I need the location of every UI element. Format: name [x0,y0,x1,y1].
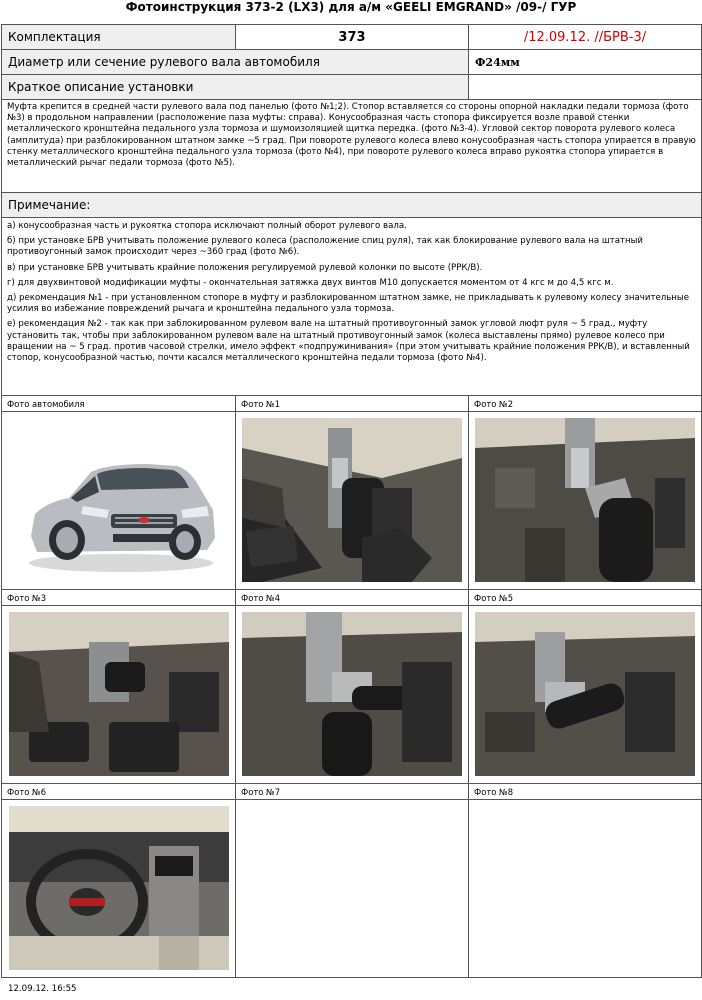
photo-cell-3 [2,606,236,784]
photo-label-7: Фото №7 [236,784,469,800]
photo-6 [9,806,229,970]
photo-label-8: Фото №8 [469,784,702,800]
note-a: а) конусообразная часть и рукоятка стопора исключают полный оборот рулевого вала. [7,221,407,231]
photo-label-5: Фото №5 [469,590,702,606]
photo-4 [242,612,462,776]
photo-row-1 [2,412,702,590]
photo-row-3 [2,800,702,978]
photo-cell-2 [469,412,702,590]
description-text: Муфта крепится в средней части рулевого вала под панелью (фото №1;2). Стопор вставляется со стороны опорной накладки педали тормоза (фото №3) в продольном направлении (расположение паза муфты: справа). Конусообразная часть стопора фиксируется возле правой стенки металлического кронштейна педального узла тормоза и шумоизоляцией щитка передка. (фото №3-4). Угловой сектор поворота рулевого колеса (амплитуда) при разблокированном штатном замке ~5 град. При повороте рулевого колеса влево конусообразная часть стопора упирается в правую стенку металлического кронштейна педального узла тормоза (фото №4), при повороте рулевого колеса вправо рукоятка стопора упирается в металлический рычаг педали тормоза (фото №5). [2,100,702,193]
photo-label-3: Фото №3 [2,590,236,606]
photo-cell-5 [469,606,702,784]
komplektatsiya-label: Комплектация [2,25,236,50]
komplektatsiya-value: 373 [236,25,469,50]
description-label-empty [469,75,702,100]
diameter-value: Ф24мм [469,50,702,75]
photo-cell-7-empty [236,800,469,978]
photo-1 [242,418,462,582]
photo-5 [475,612,695,776]
photo-cell-8-empty [469,800,702,978]
instruction-table [1,24,702,978]
note-b: б) при установке БРВ учитывать положение рулевого колеса (расположение спиц руля), так как блокирование рулевого вала на штатный противоугонный замок происходит через ~360 град (фото №6). [7,236,643,258]
photo-label-4: Фото №4 [236,590,469,606]
row-description [2,100,702,193]
reference-code: /12.09.12. //БРВ-3/ [469,25,702,50]
photo-2 [475,418,695,582]
photo-labels-row-1 [2,396,702,412]
row-notes [2,218,702,396]
photo-labels-row-3 [2,784,702,800]
photo-cell-1 [236,412,469,590]
car-photo [17,418,221,580]
notes-list [2,218,702,396]
photo-cell-6 [2,800,236,978]
note-e: д) рекомендация №1 - при установленном стопоре в муфту и разблокированном штатном замке, не прикладывать к рулевому колесу значительные усилия во избежание повреждений рычага и кронштейна педального узла тормоза. [7,293,689,315]
photo-cell-4 [236,606,469,784]
photo-label-1: Фото №1 [236,396,469,412]
row-komplektatsiya [2,25,702,50]
photo-label-2: Фото №2 [469,396,702,412]
photo-labels-row-2 [2,590,702,606]
row-notes-label [2,193,702,218]
document-title: Фотоинструкция 373-2 (LX3) для а/м «GEELI EMGRAND» /09-/ ГУР [125,0,577,14]
row-diameter [2,50,702,75]
description-label: Краткое описание установки [2,75,469,100]
photo-row-2 [2,606,702,784]
notes-label: Примечание: [2,193,702,218]
note-d: г) для двухвинтовой модификации муфты - окончательная затяжка двух винтов М10 допускается моментом от 4 кгс м до 4,5 кгс м. [7,277,614,288]
photo-3 [9,612,229,776]
photo-label-car: Фото автомобиля [2,396,236,412]
diameter-label: Диаметр или сечение рулевого вала автомобиля [2,50,469,75]
photo-label-6: Фото №6 [2,784,236,800]
note-c: в) при установке БРВ учитывать крайние положения регулируемой рулевой колонки по высоте (РРК/В). [7,262,483,273]
note-f: е) рекомендация №2 - так как при заблокированном рулевом вале на штатный противоугонный замок угловой люфт руля ~ 5 град., муфту установить так, чтобы при заблокированном рулевом вале на штатный противоугонный замок (колеса выставлены прямо) рулевое колесо при вращении на ~ 5 град. против часовой стрелки, имело эффект «подпружинивания» (при этом учитывать крайние положения РРК/В), и вставленный стопор, конусообразной частью, почти касался металлического кронштейна педали тормоза (фото №4). [7,319,690,364]
footer-datetime: 12.09.12. 16:55 [8,984,77,994]
row-description-label [2,75,702,100]
photo-cell-car [2,412,236,590]
